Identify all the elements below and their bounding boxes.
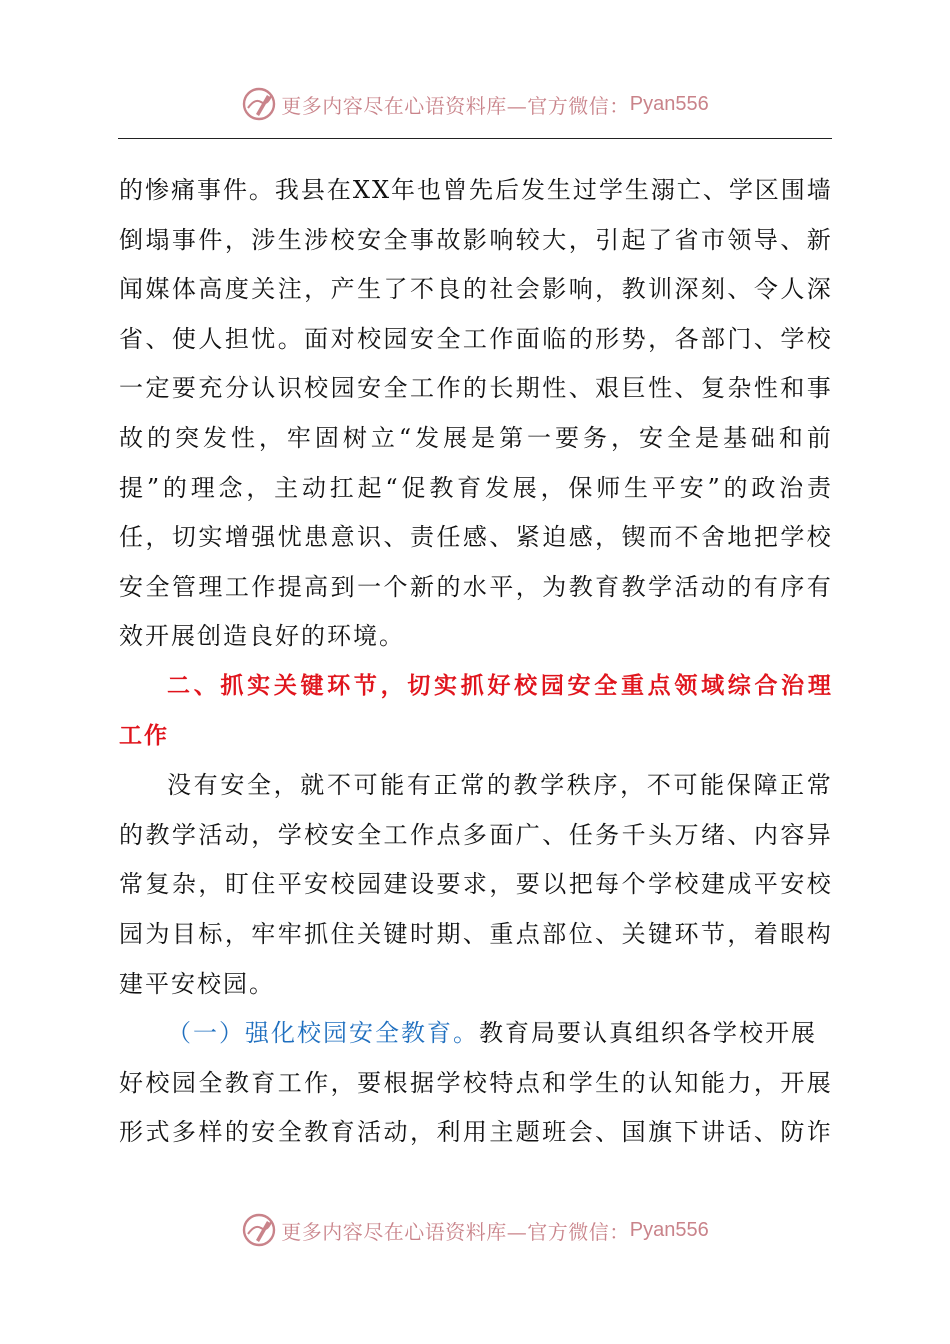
section-heading: 二 、 抓 实 关 键 环 节 ， 切 实 抓 好 校 园 安 全 重 点 领 域 综 合 治 理 [167,672,831,699]
text-line: 故 的 突 发 性 ， 牢 固 树 立 “ 发 展 是 第 一 要 务 ， 安 全 是 基 础 和 前 [119,423,831,452]
text-line: 闻 媒 体 高 度 关 注 ， 产 生 了 不 良 的 社 会 影 响 ， 教 训 深 刻 、 令 人 深 [119,275,831,304]
subsection-line [119,1009,831,1059]
text-line: 形 式 多 样 的 安 全 教 育 活 动 ， 利 用 主 题 班 会 、 国 旗 下 讲 话 、 防 诈 [119,1118,831,1147]
text-line: 省 、 使 人 担 忧 。 面 对 校 园 安 全 工 作 面 临 的 形 势 ， 各 部 门 、 学 校 [119,324,831,353]
text-line: 安 全 管 理 工 作 提 高 到 一 个 新 的 水 平 ， 为 教 育 教 学 活 动 的 有 序 有 [119,572,831,601]
watermark-brand-text: 更多内容尽在心语资料库—官方微信： [281,1219,630,1244]
text-line: 一 定 要 充 分 认 识 校 园 安 全 工 作 的 长 期 性 、 艰 巨 性 、 复 杂 性 和 事 [119,374,831,403]
watermark-wechat-id: Pyan556 [629,1218,709,1241]
subsection-text: 教育局要认真组织各学校开展 [479,1019,817,1048]
text-line: 好 校 园 全 教 育 工 作 ， 要 根 据 学 校 特 点 和 学 生 的 认 知 能 力 ， 开 展 [119,1068,831,1097]
text-line: 任 ， 切 实 增 强 忧 患 意 识 、 责 任 感 、 紧 迫 感 ， 锲 而 不 舍 地 把 学 校 [119,523,831,552]
document-body [119,166,831,1158]
section-heading-cont: 工作 [119,722,169,749]
text-line: 常 复 杂 ， 盯 住 平 安 校 园 建 设 要 求 ， 要 以 把 每 个 学 校 建 成 平 安 校 [119,870,831,899]
text-line: 倒 塌 事 件 ， 涉 生 涉 校 安 全 事 故 影 响 较 大 ， 引 起 了 省 市 领 导 、 新 [119,225,831,254]
text-line: 的 惨 痛 事 件 。 我 县 在 X X 年 也 曾 先 后 发 生 过 学 生 溺 亡 、 学 区 围 墙 [119,176,831,204]
text-line: 没 有 安 全 ， 就 不 可 能 有 正 常 的 教 学 秩 序 ， 不 可 能 保 障 正 常 [167,771,831,800]
text-line: 的 教 学 活 动 ， 学 校 安 全 工 作 点 多 面 广 、 任 务 千 头 万 绪 、 内 容 异 [119,820,831,849]
text-line: 效开展创造良好的环境。 [119,622,405,651]
text-line: 提 ” 的 理 念 ， 主 动 扛 起 “ 促 教 育 发 展 ， 保 师 生 平 安 ” 的 政 治 责 [119,473,831,502]
header-watermark [0,84,950,124]
watermark-brand-text: 更多内容尽在心语资料库—官方微信： [281,93,630,118]
subsection-heading: （一）强化校园安全教育。 [167,1019,479,1048]
header-divider [118,138,832,139]
footer-watermark [0,1210,950,1250]
watermark-wechat-id: Pyan556 [629,92,709,115]
pen-circle-icon [241,1212,277,1248]
text-line: 园 为 目 标 ， 牢 牢 抓 住 关 键 时 期 、 重 点 部 位 、 关 键 环 节 ， 着 眼 构 [119,919,831,948]
pen-circle-icon [241,86,277,122]
text-line: 建平安校园。 [119,969,275,998]
